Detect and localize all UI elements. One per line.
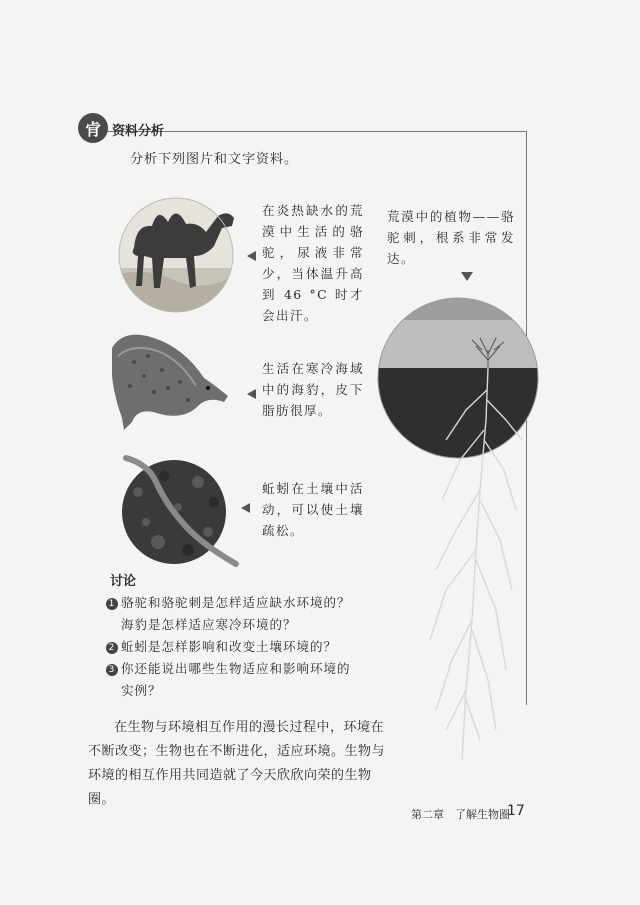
earthworm-caption: 蚯蚓在土壤中活动，可以使土壤疏松。 [262,481,364,538]
question-text: 海豹是怎样适应寒冷环境的？ [121,617,297,632]
seal-photo [104,326,234,436]
earthworm-photo [118,452,240,570]
seal-caption: 生活在寒冷海域中的海豹，皮下脂肪很厚。 [262,361,364,418]
camelthorn-pointer [461,272,473,281]
page-number: 17 [507,803,525,819]
camel-photo [114,196,238,314]
section-icon: 肻 [78,113,108,143]
body-paragraph: 在生物与环境相互作用的漫长过程中，环境在不断改变；生物也在不断进化，适应环境。生物与环境的相互作用共同造就了今天欣欣向荣的生物圈。 [88,720,386,807]
question-text: 你还能说出哪些生物适应和影响环境的 [121,661,351,676]
question-2 [106,636,406,658]
camel-pointer [247,251,256,261]
question-number: 2 [106,642,118,654]
chapter-footer: 第二章 了解生物圈 [411,808,510,821]
section-title: 资料分析 [112,124,165,139]
earthworm-pointer [241,503,250,513]
question-number: 3 [106,664,118,676]
question-3 [106,658,406,702]
discussion-title: 讨论 [110,574,137,589]
question-1 [106,592,406,636]
seal-pointer [247,389,256,399]
question-text: 骆驼和骆驼刺是怎样适应缺水环境的？ [121,595,351,610]
question-number: 1 [106,598,118,610]
intro-text: 分析下列图片和文字资料。 [130,152,299,167]
question-text: 蚯蚓是怎样影响和改变土壤环境的？ [121,639,338,654]
camel-caption: 在炎热缺水的荒漠中生活的骆驼，尿液非常少，当体温升高到 46 °C 时才会出汗。 [262,203,364,323]
camelthorn-caption: 荒漠中的植物——骆驼刺，根系非常发达。 [387,209,515,266]
question-text: 实例？ [121,683,162,698]
